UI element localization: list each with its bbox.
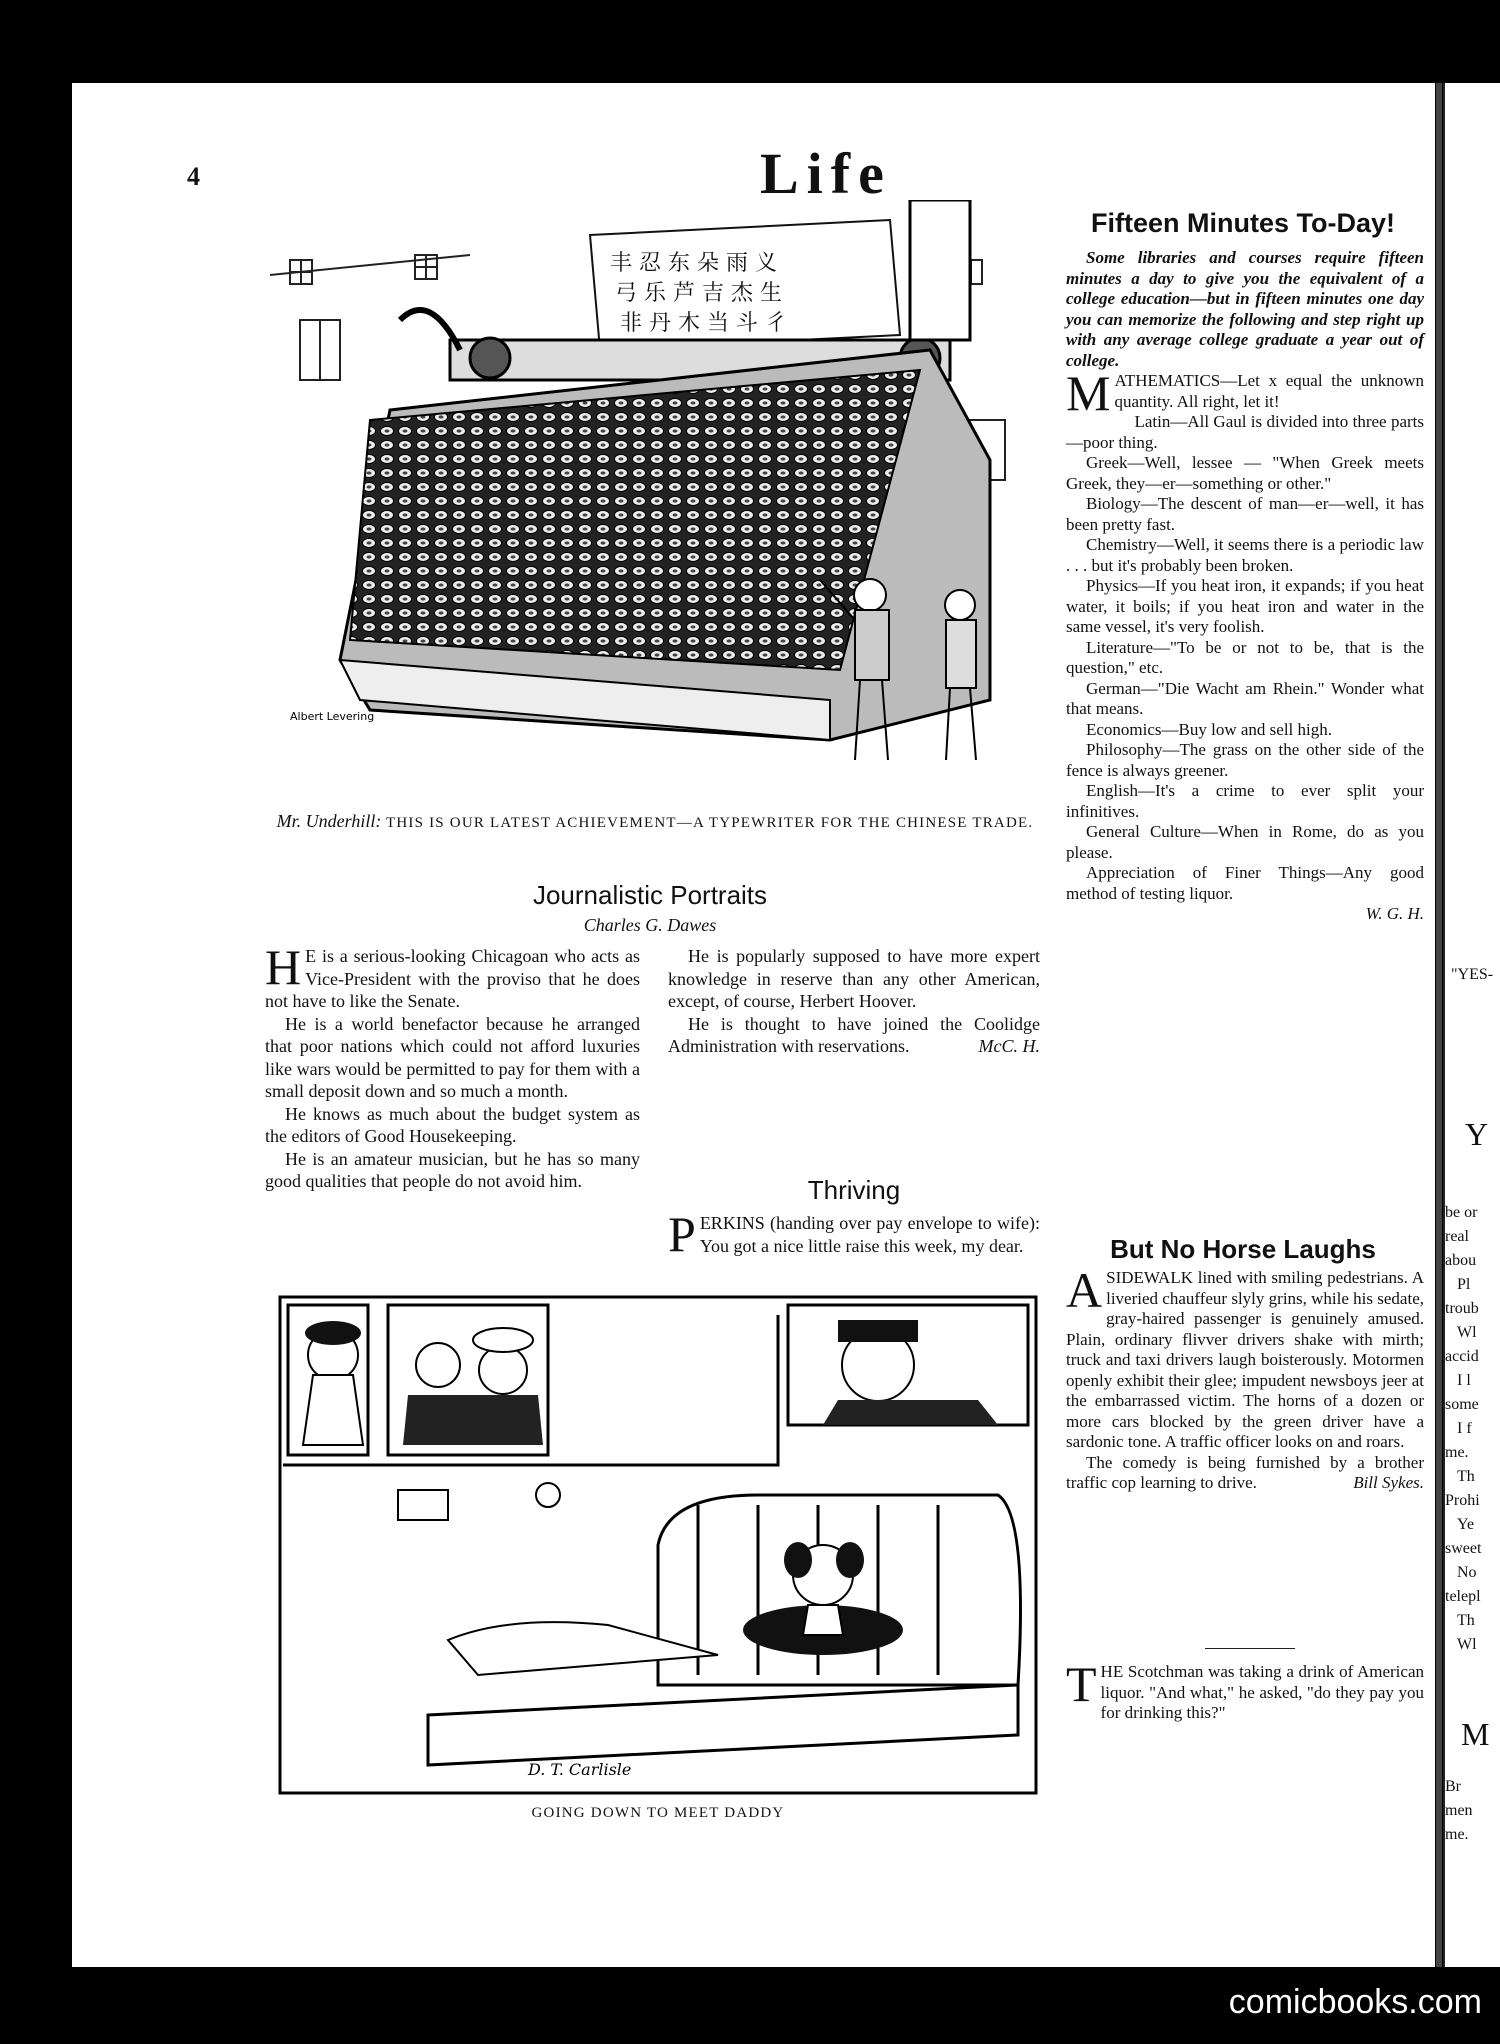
journalistic-column-left	[265, 939, 640, 1193]
next-page-fragment: "YES-	[1451, 966, 1494, 983]
article-signature: Bill Sykes.	[1353, 1473, 1424, 1492]
next-page-fragment: me.	[1445, 1826, 1469, 1843]
paragraph	[668, 1013, 1040, 1058]
next-page-fragment: Th	[1457, 1468, 1475, 1485]
next-page-fragment: some	[1445, 1396, 1479, 1413]
typewriter-cartoon	[270, 200, 1040, 800]
article-title: Fifteen Minutes To-Day!	[1090, 208, 1395, 238]
page-number: 4	[187, 162, 200, 191]
next-page-fragment: real	[1445, 1228, 1469, 1245]
bottom-cartoon-caption: GOING DOWN TO MEET DADDY	[531, 1805, 785, 1821]
next-page-fragment: Pl	[1457, 1276, 1471, 1293]
fifteen-minutes-text	[1066, 248, 1424, 925]
next-page-fragment: men	[1445, 1802, 1473, 1819]
section-divider	[1205, 1648, 1295, 1649]
subject-item: English—It's a crime to ever split your infinitives.	[1066, 781, 1424, 821]
scotchman-joke	[1066, 1656, 1424, 1724]
subject-item: Biology—The descent of man—er—well, it has been pretty fast.	[1066, 494, 1424, 534]
paragraph	[265, 939, 640, 1013]
article-title: Journalistic Portraits	[532, 880, 768, 910]
paragraph-text: HE Scotchman was taking a drink of American liquor. "And what," he asked, "do they pay you for drinking this?"	[1100, 1662, 1424, 1722]
next-page-fragment: Wl	[1457, 1636, 1477, 1653]
thriving-text	[668, 1206, 1040, 1262]
artist-signature: Albert Levering	[290, 710, 375, 723]
watermark: comicbooks.com	[1228, 1983, 1482, 2021]
next-page-fragment: Wl	[1457, 1324, 1477, 1341]
next-page-fragment: telepl	[1445, 1588, 1481, 1605]
subject-item: Literature—"To be or not to be, that is the question," etc.	[1066, 637, 1424, 677]
paragraph: He knows as much about the budget system as the editors of Good Housekeeping.	[265, 1103, 640, 1146]
paragraph-text: The comedy is being furnished by a brother traffic cop learning to drive.	[1066, 1452, 1424, 1492]
subject-item: Appreciation of Finer Things—Any good method of testing liquor.	[1066, 863, 1424, 903]
next-page-fragment: Ye	[1457, 1516, 1475, 1533]
subject-item: ATHEMATICS—Let x equal the unknown quantity. All right, let it!	[1114, 371, 1424, 411]
subject-item: Philosophy—The grass on the other side of the fence is always greener.	[1066, 740, 1424, 780]
subject-item: Economics—Buy low and sell high.	[1086, 719, 1333, 739]
next-page-fragment: I f	[1457, 1420, 1472, 1437]
paragraph-text: He is thought to have joined the Coolidge Administration with reservations.	[668, 1013, 1040, 1056]
next-page-fragment: Y	[1465, 1116, 1489, 1152]
journalistic-column-right	[668, 945, 1040, 1058]
next-page-fragment: Prohi	[1445, 1492, 1480, 1509]
paragraph	[1066, 1453, 1424, 1494]
man-with-pipe	[303, 1321, 363, 1445]
signature-text: W. G. H.	[1365, 904, 1424, 923]
customer-figure	[945, 590, 976, 760]
paragraph: He is popularly supposed to have more expert knowledge in reserve than any other American, except, of course, Herbert Hoover.	[668, 946, 1040, 1011]
next-page-fragment: abou	[1445, 1252, 1477, 1269]
svg-text:丰 忍 东 朵 雨 义: 丰 忍 东 朵 雨 义	[610, 251, 777, 276]
next-page-fragment: Th	[1457, 1612, 1475, 1629]
next-page-fragment: Br	[1445, 1778, 1461, 1795]
next-page-fragment: M	[1461, 1716, 1490, 1752]
article-title: Thriving	[807, 1175, 901, 1205]
drop-cap: A	[1066, 1262, 1103, 1318]
next-page-fragment: sweet	[1445, 1540, 1482, 1557]
masthead: Life	[760, 141, 892, 206]
paragraph: He is an amateur musician, but he has so many good qualities that people do not avoid him.	[265, 1148, 640, 1191]
subject-item: Greek—Well, lessee — "When Greek meets Greek, they—er—something or other."	[1066, 453, 1424, 493]
article-signature: McC. H.	[978, 1036, 1040, 1056]
paragraph-text: SIDEWALK lined with smiling pedestrians. A liveried chauffeur slyly grins, while his sedate, gray-haired passenger is genuinely amused. Plain, ordinary flivver drivers shake with mirth; truck and taxi drivers laugh boisterously. Motormen openly exhibit their glee; impudent newsboys jeer at the embarrassed victim. The horns of a dozen or more cars blocked by the green driver have a sardonic tone. A traffic officer looks on and roars.	[1066, 1268, 1424, 1451]
artist-signature: D. T. Carlisle	[528, 1760, 632, 1779]
article-byline: Charles G. Dawes	[583, 915, 717, 935]
next-page-fragment: I l	[1457, 1372, 1471, 1389]
caption-speaker: Mr. Underhill:	[276, 811, 382, 831]
svg-text:弓 乐 芦 吉 杰 生: 弓 乐 芦 吉 杰 生	[615, 281, 782, 306]
paragraph-text: E is a serious-looking Chicagoan who acts as Vice-President with the proviso that he does not have to like the Senate.	[265, 946, 640, 1011]
caption-text: THIS IS OUR LATEST ACHIEVEMENT—A TYPEWRITER FOR THE CHINESE TRADE.	[386, 815, 1034, 831]
drop-cap: M	[1066, 365, 1111, 421]
drop-cap: T	[1066, 1656, 1097, 1712]
page-gutter	[1436, 83, 1442, 1967]
subject-item: Physics—If you heat iron, it expands; if you heat water, it boils; if you heat iron and water in the same vessel, it's very foolish.	[1066, 576, 1424, 636]
next-page-fragment: No	[1457, 1564, 1477, 1581]
svg-text:非 丹 木 当 斗 彳: 非 丹 木 当 斗 彳	[620, 311, 787, 336]
intro: Some libraries and courses require fifteen minutes a day to give you the equivalent of a college education—but in fifteen minutes one day you can memorize the following and step right up with any average college graduate a year out of college.	[1066, 248, 1424, 370]
next-page-fragment: troub	[1445, 1300, 1479, 1317]
subject-item: Chemistry—Well, it seems there is a periodic law . . . but it's probably been broken.	[1066, 535, 1424, 575]
next-page-fragment: accid	[1445, 1348, 1479, 1365]
paragraph: He is a world benefactor because he arranged that poor nations which could not afford luxuries like wars would be permitted to pay for them with a small deposit down and so much a month.	[265, 1013, 640, 1101]
subject-item: General Culture—When in Rome, do as you please.	[1066, 822, 1424, 862]
paragraph-text: ERKINS (handing over pay envelope to wife): You got a nice little raise this week, my dear.	[699, 1213, 1040, 1256]
horse-laughs-text	[1066, 1262, 1424, 1494]
article-signature	[1066, 904, 1424, 925]
next-page-fragment: be or	[1445, 1204, 1478, 1221]
article-title: But No Horse Laughs	[1110, 1234, 1376, 1264]
subject-item: German—"Die Wacht am Rhein." Wonder what that means.	[1066, 678, 1424, 718]
top-cartoon-caption	[255, 808, 1055, 836]
next-page-fragment: me.	[1445, 1444, 1469, 1461]
drop-cap: P	[668, 1206, 696, 1262]
paper-sheet	[590, 220, 900, 350]
adjacent-page-edge	[1443, 83, 1500, 1967]
car-cartoon	[278, 1295, 1038, 1795]
subject-item: Latin—All Gaul is divided into three parts—poor thing.	[1066, 412, 1424, 452]
drop-cap: H	[265, 939, 302, 995]
